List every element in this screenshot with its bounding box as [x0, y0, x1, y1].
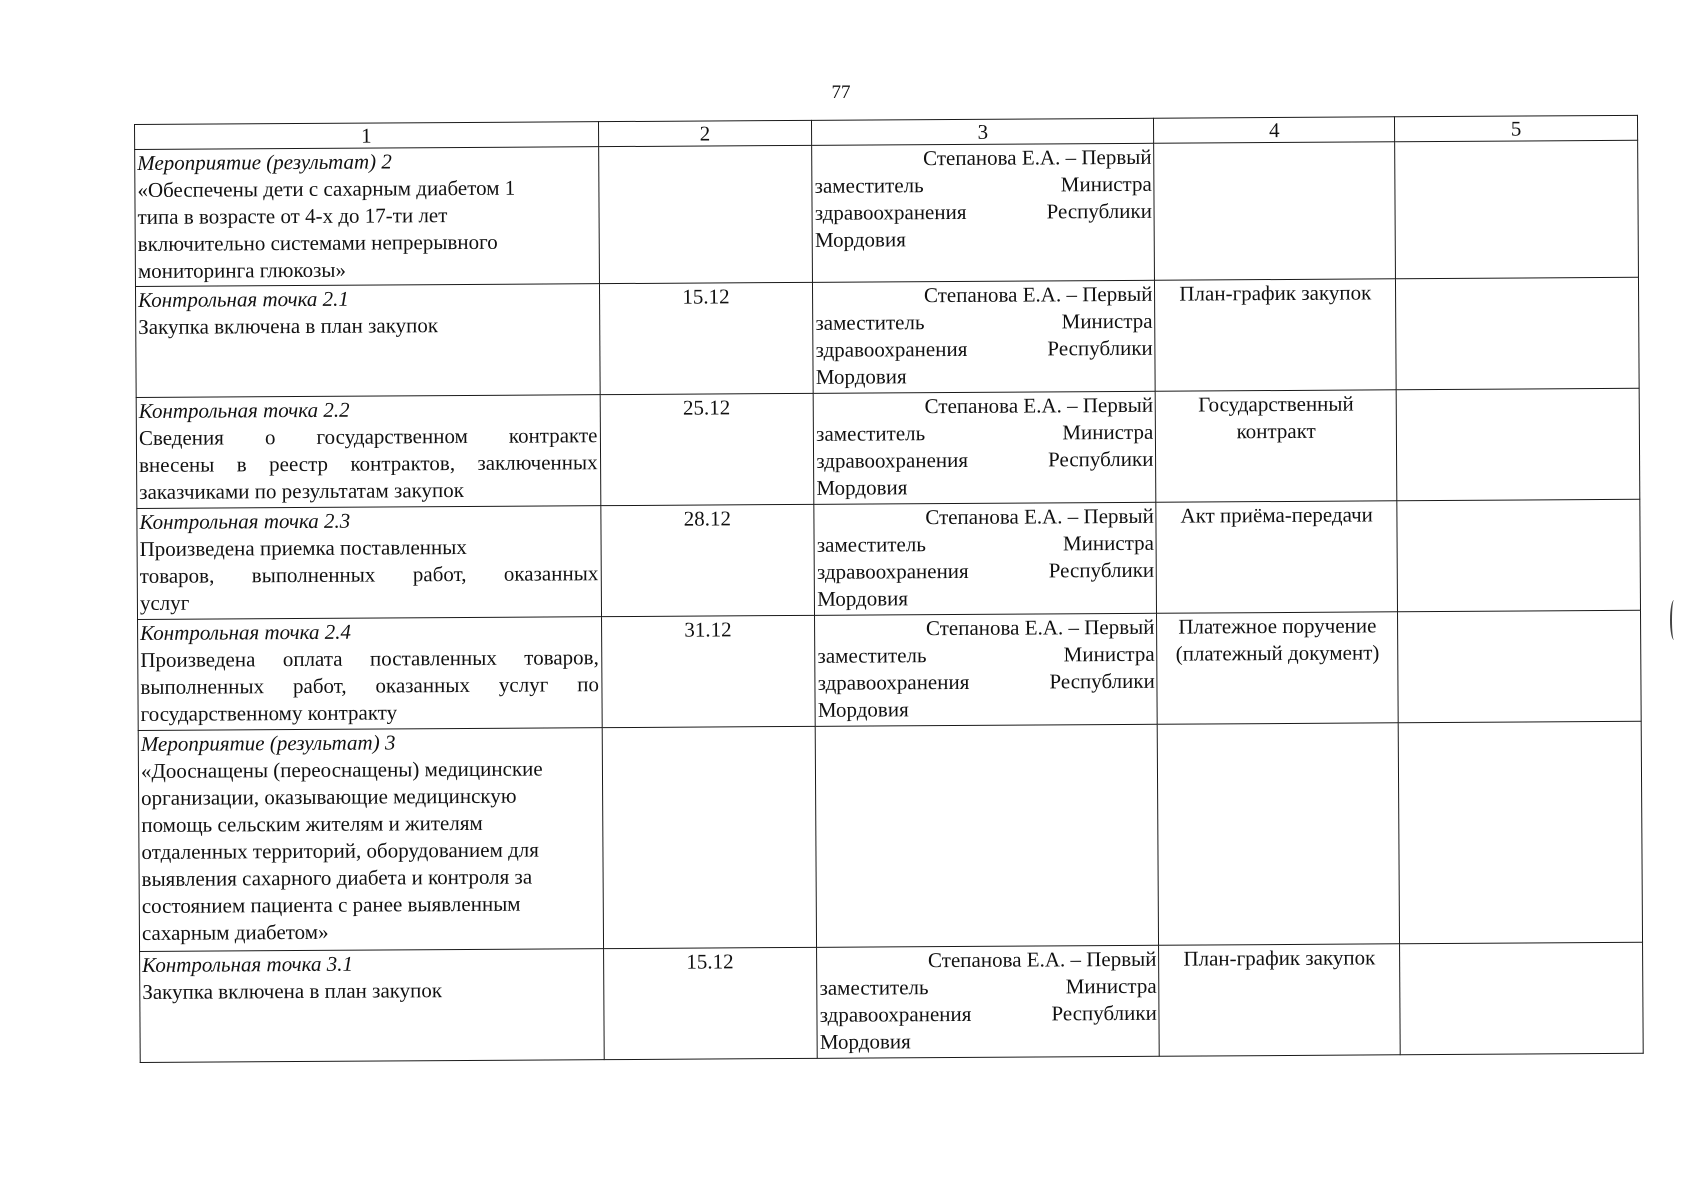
activity-cell [138, 728, 603, 952]
document-cell: План-график закупок [1159, 944, 1400, 1056]
activity-title: Мероприятие (результат) 2 [137, 149, 392, 175]
checkpoint-title: Контрольная точка 2.2 [138, 397, 350, 423]
header-col-2: 2 [598, 120, 812, 146]
scan-margin-mark [1670, 600, 1678, 640]
document-cell: План-график закупок [1155, 279, 1396, 391]
responsible-line: Степанова Е.А. – Первый [927, 946, 1157, 973]
table-row [135, 277, 1639, 397]
checkpoint-text-line: Закупка включена в план закупок [138, 313, 439, 339]
responsible-line: Мордовия [816, 475, 908, 500]
responsible-line: Мордовия [814, 227, 906, 252]
checkpoint-cell [137, 506, 601, 620]
responsible-line: Степанова Е.А. – Первый [925, 614, 1155, 641]
table-row [138, 610, 1642, 730]
checkpoint-cell [136, 395, 600, 509]
responsible-line: Мордовия [819, 1029, 911, 1054]
checkpoint-cell [140, 949, 604, 1063]
responsible-line: заместитель Министра [817, 641, 1155, 668]
col5-cell [1400, 942, 1644, 1054]
responsible-line: Мордовия [815, 364, 907, 389]
document-cell: Платежное поручение (платежный документ) [1157, 612, 1398, 724]
date-cell: 15.12 [599, 282, 813, 394]
col5-cell [1398, 610, 1642, 722]
document-cell [1158, 723, 1400, 945]
header-col-3: 3 [812, 118, 1154, 145]
checkpoint-text-line: заказчиками по результатам закупок [139, 477, 465, 504]
header-col-4: 4 [1154, 117, 1395, 143]
table-row [136, 388, 1640, 508]
responsible-cell [813, 391, 1156, 504]
activity-text-line: отдаленных территорий, оборудованием для [141, 837, 539, 864]
responsible-line: заместитель Министра [816, 530, 1155, 557]
responsible-line: Мордовия [817, 697, 909, 722]
activity-text-line: типа в возрасте от 4-х до 17-ти лет [137, 203, 448, 229]
table-row [140, 942, 1644, 1062]
header-col-1: 1 [135, 122, 599, 150]
activity-text-line: выявления сахарного диабета и контроля за [141, 864, 533, 891]
checkpoint-title: Контрольная точка 2.3 [139, 508, 351, 534]
activity-text-line: «Дооснащены (переоснащены) медицинские [140, 756, 543, 783]
date-cell: 25.12 [600, 393, 814, 505]
responsible-line: Степанова Е.А. – Первый [923, 144, 1152, 171]
responsible-line: здравоохранения Республики [817, 668, 1155, 695]
responsible-line: Степанова Е.А. – Первый [923, 281, 1153, 308]
activity-cell [135, 147, 599, 287]
activity-text-line: состоянием пациента с ранее выявленным [141, 891, 521, 918]
table-row [138, 721, 1642, 951]
date-cell: 28.12 [600, 504, 814, 616]
checkpoint-text-line: Закупка включена в план закупок [142, 978, 443, 1004]
checkpoint-text-line: выполненных работ, оказанных услуг по [140, 672, 600, 699]
implementation-plan-table [134, 115, 1644, 1063]
responsible-line: заместитель Министра [814, 171, 1152, 198]
responsible-line: заместитель Министра [819, 973, 1157, 1000]
responsible-cell [817, 945, 1160, 1058]
document-cell: Государственный контракт [1156, 390, 1397, 502]
checkpoint-text-line: Произведена приемка поставленных [139, 534, 467, 561]
responsible-line: Степанова Е.А. – Первый [925, 503, 1154, 530]
col5-cell [1396, 388, 1640, 500]
responsible-line: заместитель Министра [816, 419, 1154, 446]
col5-cell [1398, 721, 1642, 943]
activity-title: Мероприятие (результат) 3 [140, 730, 396, 756]
checkpoint-text-line: Сведения о государственном контракте [138, 423, 598, 450]
checkpoint-title: Контрольная точка 3.1 [142, 951, 354, 977]
date-cell [598, 145, 813, 283]
document-cell: Акт приёма-передачи [1156, 501, 1397, 613]
document-cell [1154, 142, 1396, 280]
responsible-line: здравоохранения Республики [816, 557, 1155, 584]
table-row [135, 140, 1639, 286]
checkpoint-text-line: внесены в реестр контрактов, заключенных [139, 450, 598, 477]
checkpoint-title: Контрольная точка 2.4 [140, 619, 351, 645]
activity-text-line: сахарным диабетом» [141, 919, 329, 945]
col5-cell [1395, 140, 1639, 278]
col5-cell [1397, 499, 1641, 611]
responsible-cell [815, 613, 1158, 726]
page-number: 77 [831, 82, 851, 103]
responsible-line: здравоохранения Республики [815, 335, 1153, 362]
table-row [137, 499, 1641, 619]
activity-text-line: включительно системами непрерывного [137, 229, 498, 256]
responsible-cell [814, 502, 1157, 615]
activity-text-line: организации, оказывающие медицинскую [141, 783, 517, 810]
checkpoint-text-line: товаров, выполненных работ, оказанных [139, 561, 599, 588]
responsible-line: здравоохранения Республики [816, 446, 1154, 473]
checkpoint-title: Контрольная точка 2.1 [138, 286, 349, 312]
date-cell: 31.12 [601, 615, 815, 727]
responsible-line: здравоохранения Республики [819, 1000, 1157, 1027]
responsible-cell [815, 724, 1158, 947]
activity-text-line: «Обеспечены дети с сахарным диабетом 1 [137, 175, 516, 202]
activity-text-line: мониторинга глюкозы» [137, 257, 347, 283]
checkpoint-text-line: государственному контракту [140, 700, 398, 726]
responsible-line: здравоохранения Республики [814, 198, 1152, 225]
date-cell: 15.12 [603, 947, 817, 1059]
col5-cell [1396, 277, 1640, 389]
responsible-line: заместитель Министра [815, 308, 1153, 335]
checkpoint-cell [135, 284, 599, 398]
responsible-line: Мордовия [817, 586, 909, 611]
date-cell [602, 726, 817, 948]
checkpoint-cell [138, 617, 602, 731]
header-col-5: 5 [1395, 115, 1638, 141]
responsible-cell [813, 280, 1156, 393]
checkpoint-text-line: Произведена оплата поставленных товаров, [140, 645, 599, 672]
activity-text-line: помощь сельским жителям и жителям [141, 810, 483, 837]
responsible-cell [812, 143, 1155, 282]
responsible-line: Степанова Е.А. – Первый [924, 392, 1154, 419]
checkpoint-text-line: услуг [139, 590, 190, 615]
plan-sheet [134, 115, 1644, 1063]
